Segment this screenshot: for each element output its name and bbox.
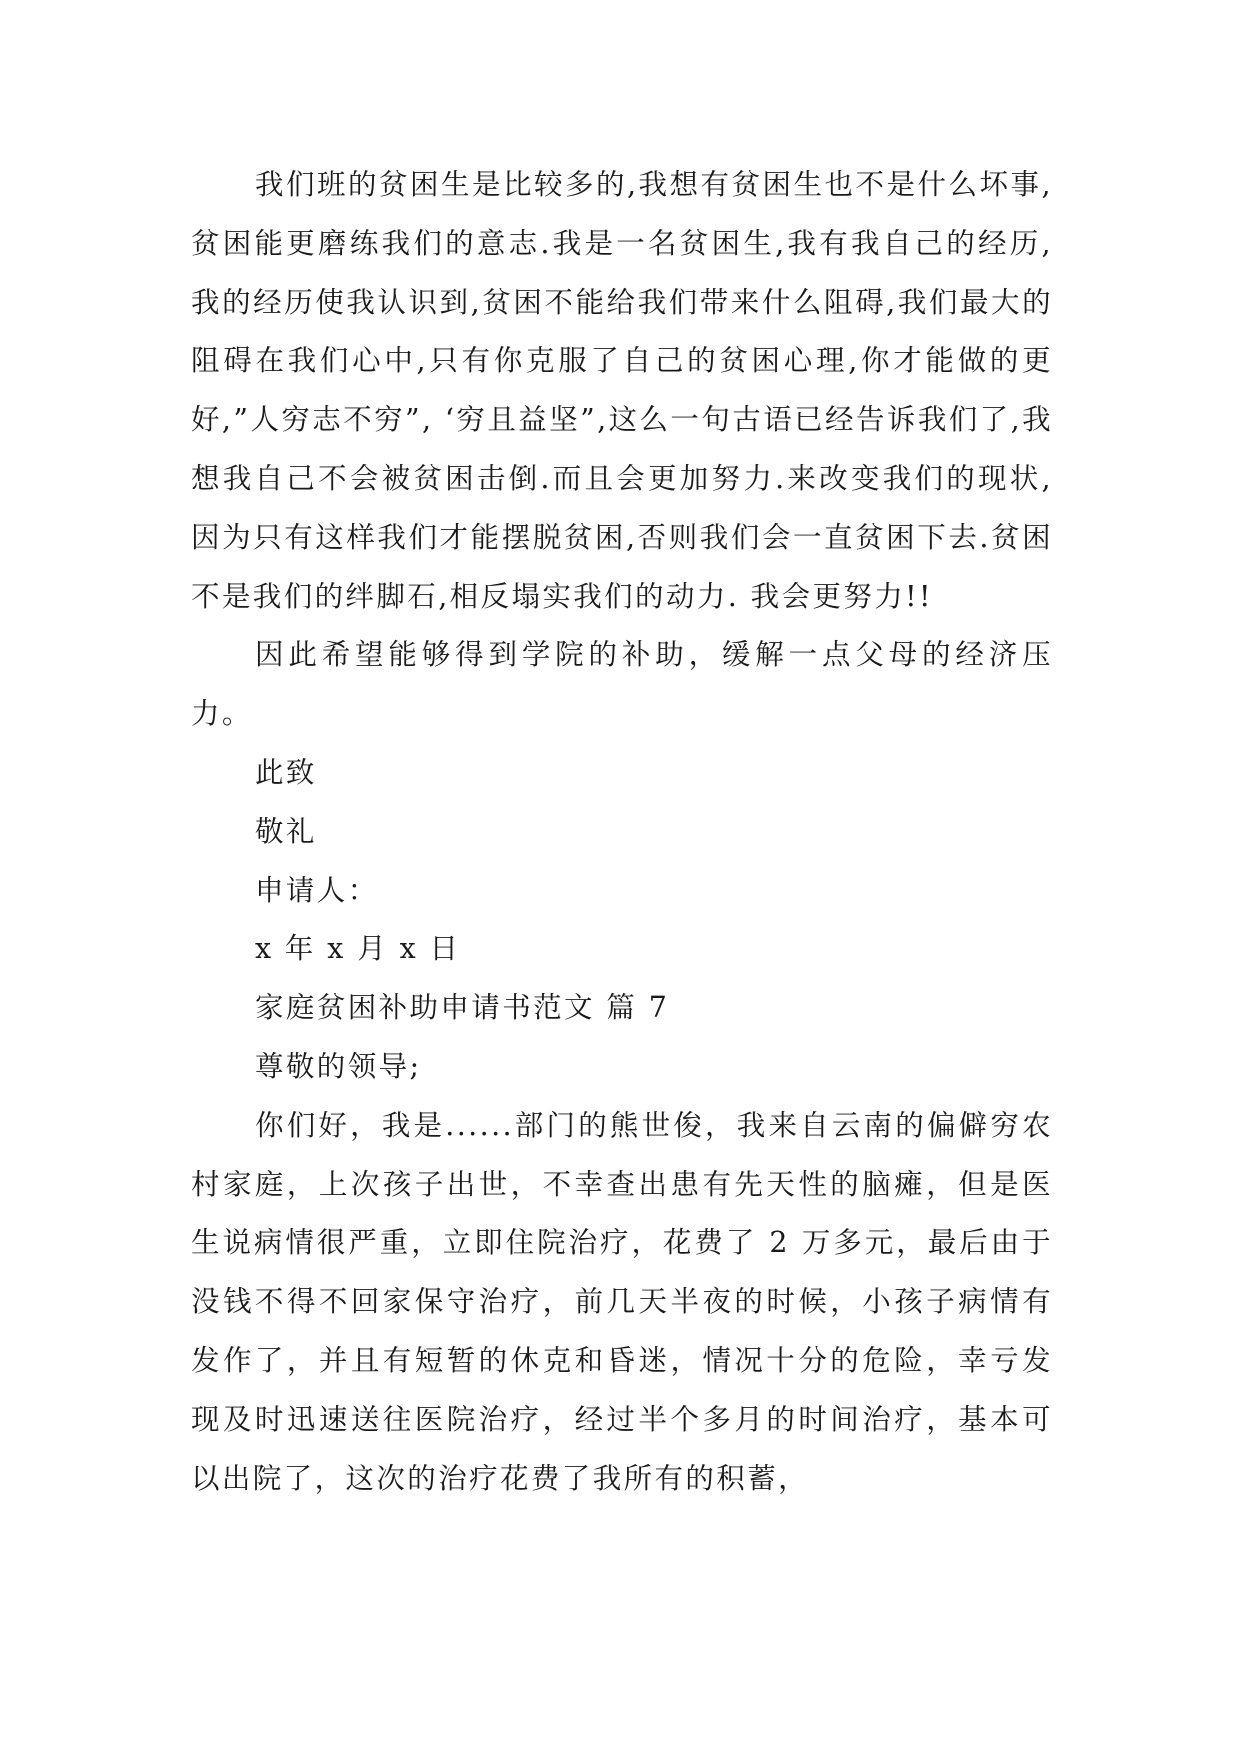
section-title: 家庭贫困补助申请书范文 篇 7 (255, 991, 670, 1025)
closing-line: 此致 (255, 755, 317, 789)
greeting-line: 尊敬的领导; (255, 1049, 422, 1083)
paragraph-poverty-experience: 我们班的贫困生是比较多的,我想有贫困生也不是什么坏事,贫困能更磨练我们的意志.我是一名贫困生,我有我自己的经历,我的经历使我认识到,贫困不能给我们带来什么阻碍,我们最大的阻碍在我们心中,只有你克服了自己的贫困心理,你才能做的更好,”人穷志不穷”, ‘穷且益坚”,这么一句古语已经告诉我们了,我想我自己不会被贫困击倒.而且会更加努力.来改变我们的现状,因为只有这样我们才能摆脱贫困,否则我们会一直贫困下去.贫困不是我们的绊脚石,相反塌实我们的动力. 我会更努力!! (191, 168, 1053, 613)
paragraph-request-subsidy: 因此希望能够得到学院的补助，缓解一点父母的经济压力。 (191, 638, 1053, 731)
date-line: x 年 x 月 x 日 (255, 932, 461, 966)
applicant-line: 申请人： (255, 873, 379, 907)
document-body (191, 156, 1053, 1508)
salute-line: 敬礼 (255, 814, 317, 848)
paragraph-letter-body: 你们好，我是......部门的熊世俊，我来自云南的偏僻穷农村家庭，上次孩子出世，不幸查出患有先天性的脑瘫，但是医生说病情很严重，立即住院治疗，花费了 2 万多元，最后由于没钱不得不回家保守治疗，前几天半夜的时候，小孩子病情有发作了，并且有短暂的休克和昏迷，情况十分的危险，幸亏发现及时迅速送往医院治疗，经过半个多月的时间治疗，基本可以出院了，这次的治疗花费了我所有的积蓄， (191, 1108, 1053, 1495)
